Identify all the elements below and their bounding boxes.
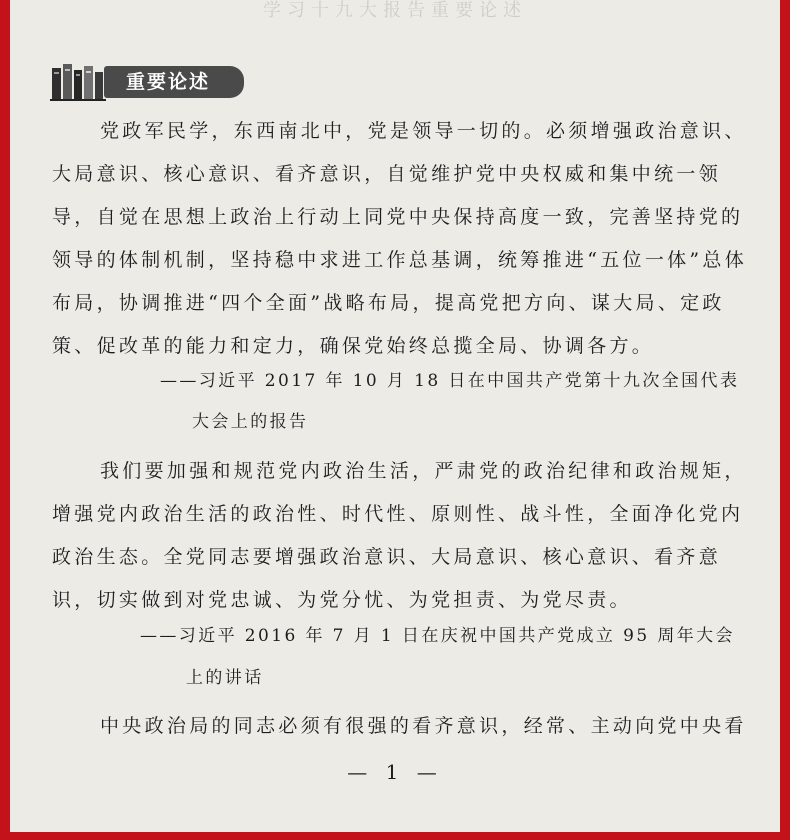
quote-1-text — [52, 110, 756, 368]
quote-2-text — [52, 450, 756, 622]
books-icon — [48, 62, 112, 102]
quote-1-body: 党政军民学，东西南北中，党是领导一切的。必须增强政治意识、大局意识、核心意识、看齐意识，自觉维护党中央权威和集中统一领导，自觉在思想上政治上行动上同党中央保持高度一致，完善坚持党的领导的体制机制，坚持稳中求进工作总基调，统筹推进“五位一体”总体布局，协调推进“四个全面”战略布局，提高党把方向、谋大局、定政策、促改革的能力和定力，确保党始终总揽全局、协调各方。 — [52, 120, 748, 357]
section-header — [48, 62, 244, 102]
quote-3-body: 中央政治局的同志必须有很强的看齐意识，经常、主动向党中央看 — [100, 715, 747, 737]
book-page — [10, 0, 780, 832]
quote-2-attribution-continued: 上的讲话 — [186, 668, 264, 688]
running-header: 学习十九大报告重要论述 — [263, 0, 527, 21]
quote-2-attribution: ——习近平 2016 年 7 月 1 日在庆祝中国共产党成立 95 周年大会 — [140, 626, 735, 646]
quote-1-attribution-continued: 大会上的报告 — [192, 412, 309, 432]
quote-3-text — [52, 705, 756, 748]
section-title: 重要论述 — [104, 66, 244, 98]
page-number: — 1 — — [347, 760, 443, 784]
quote-2-body: 我们要加强和规范党内政治生活，严肃党的政治纪律和政治规矩，增强党内政治生活的政治性、时代性、原则性、战斗性，全面净化党内政治生态。全党同志要增强政治意识、大局意识、核心意识、看齐意识，切实做到对党忠诚、为党分忧、为党担责、为党尽责。 — [52, 460, 747, 611]
quote-1-attribution: ——习近平 2017 年 10 月 18 日在中国共产党第十九次全国代表 — [160, 371, 740, 391]
